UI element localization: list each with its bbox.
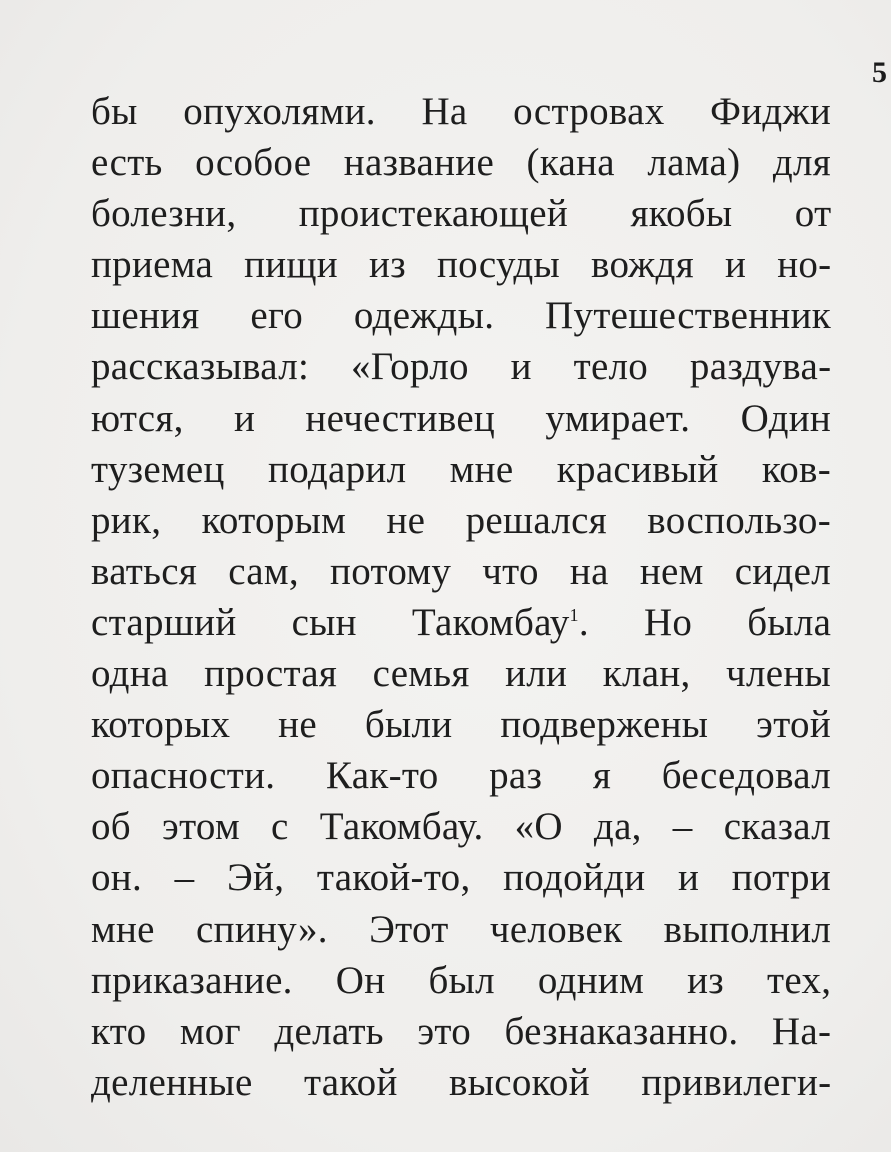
footnote-marker[interactable]: 1 [569,604,579,625]
text-line: он. – Эй, такой-то, подойди и потри [91,856,831,900]
text-line: деленные такой высокой привилеги- [91,1060,832,1104]
text-segment: . Но была [578,600,832,644]
page-number: 5 [872,56,887,89]
text-line: приказание. Он был одним из тех, [91,958,832,1002]
text-line: ются, и нечестивец умирает. Один [91,396,832,440]
text-segment: старший сын Такомбау [91,600,570,644]
text-line: бы опухолями. На островах Фиджи [91,90,831,133]
text-line: рик, которым не решался воспользо- [91,498,831,542]
text-line: ваться сам, потому что на нем сидел [91,549,831,593]
text-line: приема пищи из посуды вождя и но- [91,243,832,287]
text-line-with-footnote [91,597,831,648]
text-line: туземец подарил мне красивый ков- [91,447,831,491]
text-line: которых не были подвержены этой [91,703,831,747]
body-text [91,86,831,1108]
text-line: опасности. Как-то раз я беседовал [91,754,831,798]
text-line: одна простая семья или клан, члены [91,652,831,696]
text-line: есть особое название (кана лама) для [91,141,831,185]
text-line: шения его одежды. Путешественник [91,294,831,338]
text-line: болезни, проистекающей якобы от [91,192,832,236]
text-line: рассказывал: «Горло и тело раздува- [91,345,832,389]
text-line: мне спину». Этот человек выполнил [91,907,832,951]
text-line: кто мог делать это безнаказанно. На- [91,1009,832,1053]
text-line: об этом с Такомбау. «О да, – сказал [91,805,831,849]
